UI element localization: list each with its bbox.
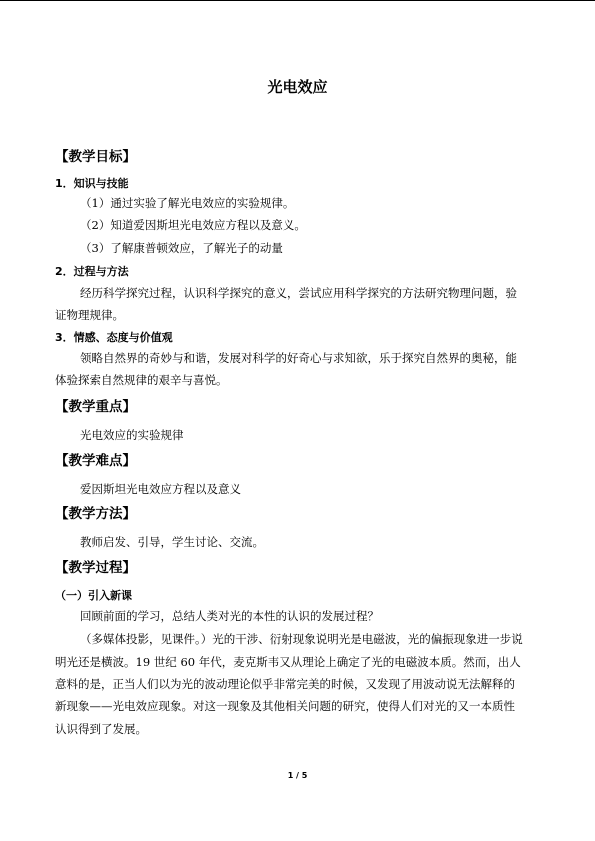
methods-text: 教师启发、引导，学生讨论、交流。 [80, 535, 264, 549]
emotion-line-2: 体验探索自然规律的艰辛与喜悦。 [55, 373, 228, 387]
section-heading-key-points: 【教学重点】 [55, 399, 136, 415]
intro-line-2: （多媒体投影，见课件。）光的干涉、衍射现象说明光是电磁波，光的偏振现象进一步说 [80, 632, 523, 646]
emotion-line-1: 领略自然界的奇妙与和谐，发展对科学的好奇心与求知欲，乐于探究自然界的奥秘，能 [80, 351, 517, 365]
section-heading-methods: 【教学方法】 [55, 506, 136, 522]
intro-line-6: 认识得到了发展。 [55, 722, 147, 736]
intro-line-1: 回顾前面的学习，总结人类对光的本性的认识的发展过程？ [80, 609, 379, 623]
subheading-process-method: 2．过程与方法 [55, 265, 129, 278]
intro-line-4: 意料的是，正当人们以为光的波动理论似乎非常完美的时候，又发现了用波动说无法解释的 [55, 677, 515, 691]
section-heading-difficulties: 【教学难点】 [55, 453, 136, 469]
section-heading-goals: 【教学目标】 [55, 149, 136, 165]
key-points-text: 光电效应的实验规律 [80, 428, 184, 442]
knowledge-item-3: （3）了解康普顿效应，了解光子的动量 [80, 241, 283, 255]
subheading-knowledge: 1．知识与技能 [55, 177, 129, 190]
knowledge-item-1: （1）通过实验了解光电效应的实验规律。 [80, 196, 295, 210]
knowledge-item-2: （2）知道爱因斯坦光电效应方程以及意义。 [80, 218, 306, 232]
subheading-intro: （一）引入新课 [55, 589, 132, 602]
process-method-line-2: 证物理规律。 [55, 308, 124, 322]
section-heading-process: 【教学过程】 [55, 560, 136, 576]
page-title: 光电效应 [267, 78, 328, 96]
subheading-emotion: 3．情感、态度与价值观 [55, 331, 173, 344]
difficulties-text: 爱因斯坦光电效应方程以及意义 [80, 482, 241, 496]
page-number: 1 / 5 [287, 771, 308, 780]
intro-line-3: 明光还是横波。19 世纪 60 年代，麦克斯韦又从理论上确定了光的电磁波本质。然而，出人 [55, 655, 521, 669]
intro-line-5: 新现象——光电效应现象。对这一现象及其他相关问题的研究，使得人们对光的又一本质性 [55, 699, 515, 713]
process-method-line-1: 经历科学探究过程，认识科学探究的意义，尝试应用科学探究的方法研究物理问题，验 [80, 286, 517, 300]
